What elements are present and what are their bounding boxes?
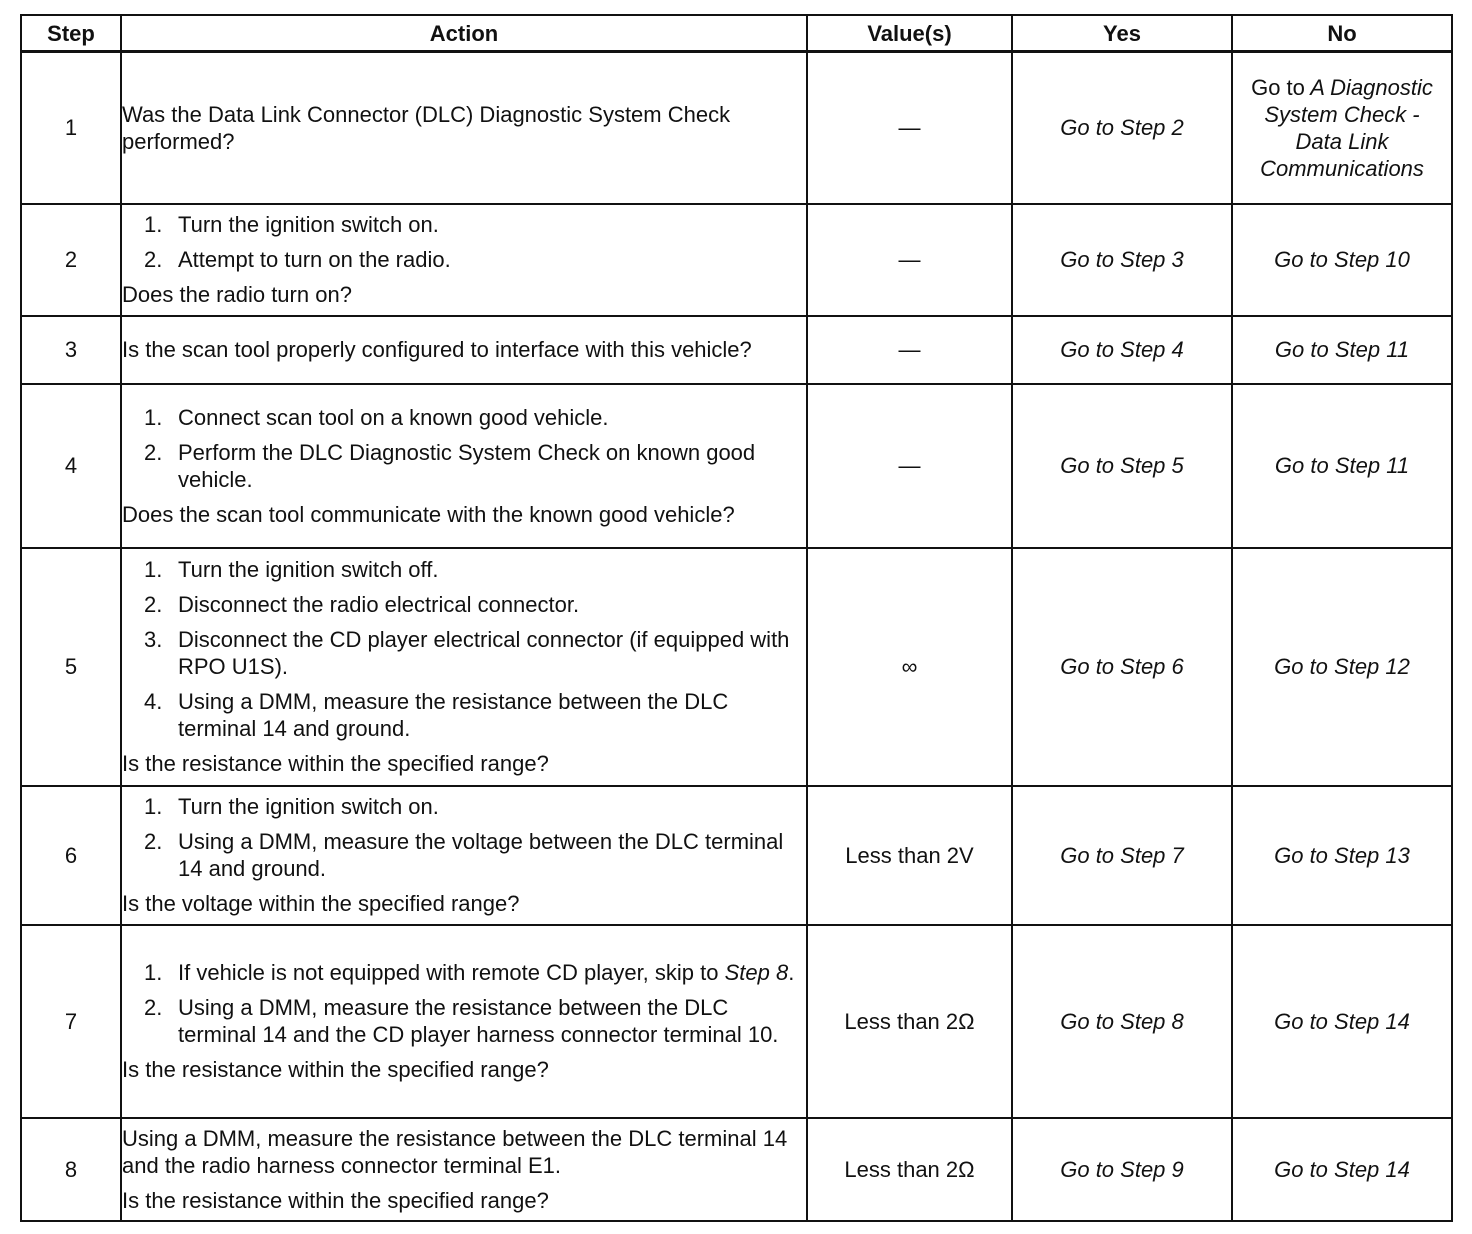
action-text: Is the scan tool properly configured to interface with this vehicle? — [122, 337, 752, 362]
action-question: Does the scan tool communicate with the known good vehicle? — [122, 501, 735, 527]
yes-cell: Go to Step 7 — [1012, 786, 1232, 925]
substep: 1. Turn the ignition switch off. — [144, 557, 439, 582]
table-row — [21, 204, 1452, 316]
header-step: Step — [21, 15, 121, 52]
substep: 1. Connect scan tool on a known good vehicle. — [144, 404, 609, 430]
action-question: Does the radio turn on? — [122, 282, 352, 307]
value-cell: Less than 2V — [807, 786, 1012, 925]
yes-cell: Go to Step 4 — [1012, 316, 1232, 384]
header-no: No — [1232, 15, 1452, 52]
substep-list — [122, 404, 806, 493]
header-action: Action — [121, 15, 807, 52]
substep: 4. Using a DMM, measure the resistance between the DLC terminal 14 and ground. — [144, 689, 729, 741]
header-row — [21, 15, 1452, 52]
substep-list — [122, 959, 806, 1048]
table-row — [21, 316, 1452, 384]
step-number: 3 — [21, 316, 121, 384]
no-cell: Go to Step 12 — [1232, 548, 1452, 786]
no-link: A Diagnostic System Check - Data Link Communications — [1260, 74, 1433, 181]
action-cell — [121, 52, 807, 204]
action-cell — [121, 548, 807, 786]
yes-cell: Go to Step 9 — [1012, 1118, 1232, 1221]
value-cell: ∞ — [807, 548, 1012, 786]
table-row — [21, 52, 1452, 204]
table-row — [21, 1118, 1452, 1221]
no-prefix: Go to — [1251, 74, 1305, 100]
header-values: Value(s) — [807, 15, 1012, 52]
action-cell — [121, 204, 807, 316]
yes-cell: Go to Step 5 — [1012, 384, 1232, 548]
substep: 2. Perform the DLC Diagnostic System Check on known good vehicle. — [144, 439, 756, 492]
step-number: 5 — [21, 548, 121, 786]
value-cell: — — [807, 316, 1012, 384]
table-row — [21, 384, 1452, 548]
action-cell — [121, 1118, 807, 1221]
yes-cell: Go to Step 6 — [1012, 548, 1232, 786]
no-cell: Go to Step 11 — [1232, 316, 1452, 384]
step-number: 4 — [21, 384, 121, 548]
action-question: Is the resistance within the specified range? — [122, 1187, 549, 1213]
header-yes: Yes — [1012, 15, 1232, 52]
substep-list — [122, 793, 806, 882]
substep: 1. Turn the ignition switch on. — [144, 794, 439, 819]
no-cell: Go to Step 13 — [1232, 786, 1452, 925]
action-cell — [121, 316, 807, 384]
value-cell: Less than 2Ω — [807, 925, 1012, 1118]
diagnostic-table — [20, 14, 1453, 1222]
action-question: Is the resistance within the specified range? — [122, 1057, 549, 1082]
no-cell: Go to Step 14 — [1232, 925, 1452, 1118]
value-cell: — — [807, 52, 1012, 204]
step-number: 2 — [21, 204, 121, 316]
yes-cell: Go to Step 2 — [1012, 52, 1232, 204]
action-text: Was the Data Link Connector (DLC) Diagnostic System Check performed? — [122, 101, 731, 154]
step-number: 8 — [21, 1118, 121, 1221]
substep: 1. If vehicle is not equipped with remote CD player, skip to Step 8. — [144, 960, 795, 985]
substep-list — [122, 556, 806, 742]
substep-list — [122, 211, 806, 273]
substep: 1. Turn the ignition switch on. — [144, 212, 439, 237]
step-number: 7 — [21, 925, 121, 1118]
step-number: 1 — [21, 52, 121, 204]
action-text: Using a DMM, measure the resistance between the DLC terminal 14 and the radio harness connector terminal E1. — [122, 1125, 788, 1178]
table-row — [21, 548, 1452, 786]
yes-cell: Go to Step 8 — [1012, 925, 1232, 1118]
substep: 2. Using a DMM, measure the resistance between the DLC terminal 14 and the CD player harness connector terminal 10. — [144, 995, 779, 1047]
no-cell — [1232, 52, 1452, 204]
step-reference: Step 8 — [724, 960, 789, 985]
action-question: Is the voltage within the specified range? — [122, 891, 520, 916]
substep: 2. Attempt to turn on the radio. — [144, 247, 451, 272]
no-cell: Go to Step 14 — [1232, 1118, 1452, 1221]
action-cell — [121, 384, 807, 548]
value-cell: — — [807, 384, 1012, 548]
substep: 3. Disconnect the CD player electrical connector (if equipped with RPO U1S). — [144, 627, 790, 679]
table-row — [21, 786, 1452, 925]
no-cell: Go to Step 10 — [1232, 204, 1452, 316]
action-cell — [121, 786, 807, 925]
step-number: 6 — [21, 786, 121, 925]
no-cell: Go to Step 11 — [1232, 384, 1452, 548]
table-row — [21, 925, 1452, 1118]
value-cell: — — [807, 204, 1012, 316]
action-cell — [121, 925, 807, 1118]
value-cell: Less than 2Ω — [807, 1118, 1012, 1221]
substep: 2. Disconnect the radio electrical connector. — [144, 592, 580, 617]
yes-cell: Go to Step 3 — [1012, 204, 1232, 316]
substep: 2. Using a DMM, measure the voltage between the DLC terminal 14 and ground. — [144, 829, 784, 881]
action-question: Is the resistance within the specified range? — [122, 751, 549, 776]
